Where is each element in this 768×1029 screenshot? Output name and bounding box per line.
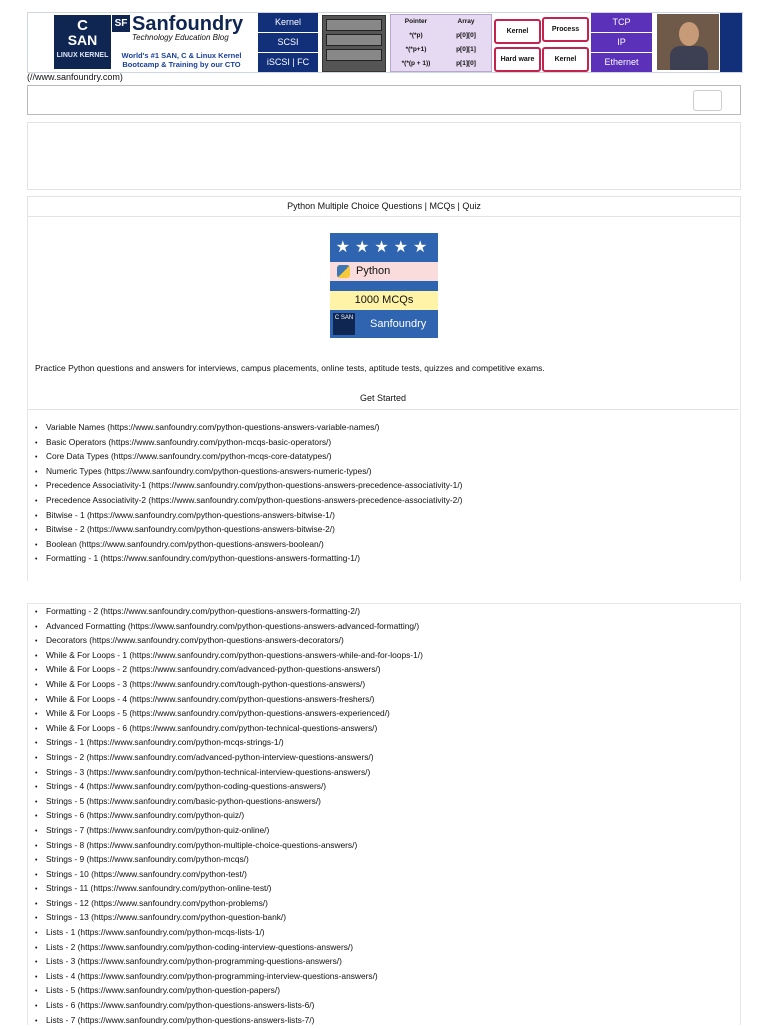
pointer-array-table <box>390 14 492 72</box>
list-item[interactable]: • Lists - 2 (https://www.sanfoundry.com/python-coding-interview-questions-answers/) <box>35 940 423 955</box>
ad-placeholder <box>27 122 741 190</box>
list-item[interactable]: • While & For Loops - 4 (https://www.sanfoundry.com/python-questions-answers-freshers/) <box>35 692 423 707</box>
logo-san-text: SAN <box>67 32 98 48</box>
site-tagline: World's #1 SAN, C & Linux Kernel Bootcamp & Training by our CTO <box>121 51 242 69</box>
list-item[interactable]: • While & For Loops - 5 (https://www.sanfoundry.com/python-questions-answers-experienced/) <box>35 706 423 721</box>
array-cell: p[0][0] <box>456 32 476 39</box>
kernel-box-2: Kernel <box>542 47 589 72</box>
server-rack-image <box>322 15 386 72</box>
list-item[interactable]: • Advanced Formatting (https://www.sanfoundry.com/python-questions-answers-advanced-formatting/) <box>35 619 423 634</box>
topic-tcp[interactable]: TCP <box>591 13 652 32</box>
list-item[interactable]: • Basic Operators (https://www.sanfoundry.com/python-mcqs-basic-operators/) <box>35 435 462 450</box>
array-cell: Array <box>457 18 475 25</box>
topic-link-list-2 <box>35 604 423 1027</box>
list-item[interactable]: • Formatting - 1 (https://www.sanfoundry.com/python-questions-answers-formatting-1/) <box>35 551 462 566</box>
list-item[interactable]: • Strings - 12 (https://www.sanfoundry.com/python-problems/) <box>35 896 423 911</box>
list-item[interactable]: • Lists - 1 (https://www.sanfoundry.com/python-mcqs-lists-1/) <box>35 925 423 940</box>
list-item[interactable]: • Variable Names (https://www.sanfoundry.com/python-questions-answers-variable-names/) <box>35 420 462 435</box>
list-item[interactable]: • Lists - 4 (https://www.sanfoundry.com/python-programming-interview-questions-answers/) <box>35 969 423 984</box>
list-item[interactable]: • Boolean (https://www.sanfoundry.com/python-questions-answers-boolean/) <box>35 537 462 552</box>
topic-kernel[interactable]: Kernel <box>258 13 318 32</box>
brand-row <box>330 310 438 338</box>
get-started-heading: Get Started <box>359 393 407 403</box>
topic-link-list-1 <box>35 420 462 566</box>
list-item[interactable]: • Strings - 7 (https://www.sanfoundry.com/python-quiz-online/) <box>35 823 423 838</box>
list-item[interactable]: • Lists - 7 (https://www.sanfoundry.com/python-questions-answers-lists-7/) <box>35 1013 423 1028</box>
intro-text: Practice Python questions and answers for interviews, campus placements, online tests, aptitude tests, quizzes and competitive exams. <box>35 363 545 373</box>
cto-photo <box>657 14 719 70</box>
san-logo[interactable] <box>54 15 111 69</box>
rack-unit <box>326 19 382 31</box>
python-logo-icon <box>337 265 350 278</box>
python-language-row <box>330 262 438 281</box>
divider <box>27 409 739 410</box>
topic-column-network <box>591 13 652 72</box>
pointer-cell: Pointer <box>404 18 428 25</box>
logo-linux-kernel-text: LINUX KERNEL <box>56 52 109 59</box>
pointer-table-row <box>391 29 491 43</box>
sf-badge: SF <box>112 15 130 32</box>
list-item[interactable]: • Bitwise - 1 (https://www.sanfoundry.com/python-questions-answers-bitwise-1/) <box>35 508 462 523</box>
topic-ethernet[interactable]: Ethernet <box>591 53 652 72</box>
list-item[interactable]: • Strings - 1 (https://www.sanfoundry.com/python-mcqs-strings-1/) <box>35 735 423 750</box>
list-item[interactable]: • Precedence Associativity-1 (https://www.sanfoundry.com/python-questions-answers-precedence-associativity-1/) <box>35 478 462 493</box>
star-rating-icon: ★★★★★ <box>330 233 438 262</box>
home-link[interactable]: (//www.sanfoundry.com) <box>27 72 123 82</box>
pointer-table-row <box>391 43 491 57</box>
photo-body <box>670 46 708 70</box>
list-item[interactable]: • Strings - 2 (https://www.sanfoundry.com/advanced-python-interview-questions-answers/) <box>35 750 423 765</box>
site-title[interactable]: Sanfoundry <box>132 13 244 35</box>
photo-face <box>679 22 699 46</box>
mini-san-logo: C SAN <box>333 313 355 335</box>
list-item[interactable]: • Strings - 6 (https://www.sanfoundry.com/python-quiz/) <box>35 808 423 823</box>
list-item[interactable]: • Precedence Associativity-2 (https://www.sanfoundry.com/python-questions-answers-precedence-associativity-2/) <box>35 493 462 508</box>
header-banner[interactable] <box>27 12 743 73</box>
search-bar[interactable] <box>27 85 741 115</box>
logo-c-text: C <box>77 17 88 34</box>
list-item[interactable]: • Strings - 3 (https://www.sanfoundry.com/python-technical-interview-questions-answers/) <box>35 765 423 780</box>
hardware-box: Hard ware <box>494 47 541 72</box>
list-item[interactable]: • Decorators (https://www.sanfoundry.com/python-questions-answers-decorators/) <box>35 633 423 648</box>
list-item[interactable]: • Core Data Types (https://www.sanfoundry.com/python-mcqs-core-datatypes/) <box>35 449 462 464</box>
list-item[interactable]: • Lists - 3 (https://www.sanfoundry.com/python-programming-questions-answers/) <box>35 954 423 969</box>
kernel-box: Kernel <box>494 19 541 44</box>
banner-gap <box>330 281 438 291</box>
python-mcq-banner-image <box>330 233 438 344</box>
pointer-cell: *(*p+1) <box>405 46 427 53</box>
list-item[interactable]: • While & For Loops - 2 (https://www.sanfoundry.com/advanced-python-questions-answers/) <box>35 662 423 677</box>
topic-scsi[interactable]: SCSI <box>258 33 318 52</box>
topic-iscsi-fc[interactable]: iSCSI | FC <box>258 53 318 72</box>
python-label: Python <box>356 265 391 277</box>
process-box: Process <box>542 17 589 42</box>
topic-column-storage <box>258 13 318 72</box>
list-item[interactable]: • Numeric Types (https://www.sanfoundry.com/python-questions-answers-numeric-types/) <box>35 464 462 479</box>
rack-unit <box>326 49 382 61</box>
rack-unit <box>326 34 382 46</box>
pointer-table-row <box>391 57 491 71</box>
mcq-count: 1000 MCQs <box>330 291 438 310</box>
list-item[interactable]: • Strings - 9 (https://www.sanfoundry.com/python-mcqs/) <box>35 852 423 867</box>
page-title: Python Multiple Choice Questions | MCQs | Quiz <box>27 196 741 217</box>
list-item[interactable]: • Lists - 5 (https://www.sanfoundry.com/python-question-papers/) <box>35 983 423 998</box>
pointer-cell: *(*(p + 1)) <box>401 60 431 67</box>
site-subtitle: Technology Education Blog <box>132 33 229 42</box>
brand-label: Sanfoundry <box>370 318 427 330</box>
array-cell: p[0][1] <box>456 46 476 53</box>
pointer-cell: *(*p) <box>409 32 423 39</box>
list-item[interactable]: • Formatting - 2 (https://www.sanfoundry.com/python-questions-answers-formatting-2/) <box>35 604 423 619</box>
list-item[interactable]: • While & For Loops - 3 (https://www.sanfoundry.com/tough-python-questions-answers/) <box>35 677 423 692</box>
list-item[interactable]: • Bitwise - 2 (https://www.sanfoundry.com/python-questions-answers-bitwise-2/) <box>35 522 462 537</box>
list-item[interactable]: • Strings - 11 (https://www.sanfoundry.com/python-online-test/) <box>35 881 423 896</box>
array-cell: p[1][0] <box>456 60 476 67</box>
pointer-table-row <box>391 15 491 29</box>
list-item[interactable]: • Lists - 6 (https://www.sanfoundry.com/python-questions-answers-lists-6/) <box>35 998 423 1013</box>
topic-ip[interactable]: IP <box>591 33 652 52</box>
banner-right-edge <box>720 13 742 72</box>
list-item[interactable]: • Strings - 10 (https://www.sanfoundry.com/python-test/) <box>35 867 423 882</box>
search-button[interactable] <box>693 90 722 111</box>
list-item[interactable]: • Strings - 5 (https://www.sanfoundry.com/basic-python-questions-answers/) <box>35 794 423 809</box>
list-item[interactable]: • While & For Loops - 1 (https://www.sanfoundry.com/python-questions-answers-while-and-for-loops-1/) <box>35 648 423 663</box>
list-item[interactable]: • Strings - 13 (https://www.sanfoundry.com/python-question-bank/) <box>35 910 423 925</box>
list-item[interactable]: • While & For Loops - 6 (https://www.sanfoundry.com/python-technical-questions-answers/) <box>35 721 423 736</box>
list-item[interactable]: • Strings - 4 (https://www.sanfoundry.com/python-coding-questions-answers/) <box>35 779 423 794</box>
list-item[interactable]: • Strings - 8 (https://www.sanfoundry.com/python-multiple-choice-questions-answers/) <box>35 838 423 853</box>
